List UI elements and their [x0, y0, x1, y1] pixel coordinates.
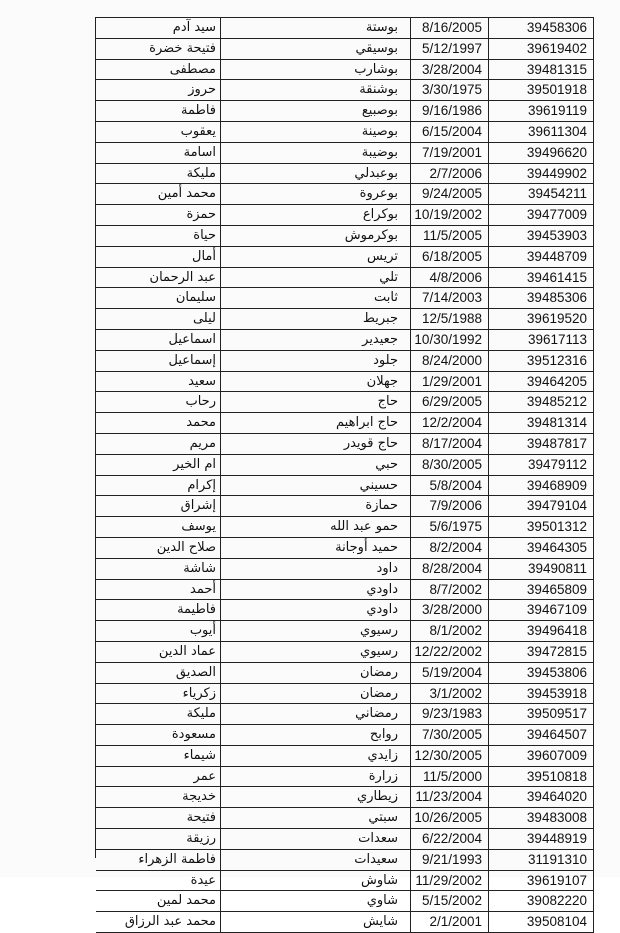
birth-date-cell: 11/5/2000 [411, 767, 489, 787]
id-number-cell: 39611304 [489, 122, 594, 142]
table-row [96, 642, 594, 663]
table-row [96, 600, 594, 621]
id-number-cell: 39619119 [489, 101, 594, 121]
first-name-cell: مصطفى [96, 60, 221, 80]
family-name-cell: تريس [221, 247, 411, 267]
first-name-cell: فتيحة [96, 808, 221, 828]
first-name-cell: أمال [96, 247, 221, 267]
family-name-cell: جهلان [221, 372, 411, 392]
id-number-cell: 39448919 [489, 829, 594, 849]
id-number-cell: 39501312 [489, 517, 594, 537]
id-number-cell: 31191310 [489, 850, 594, 870]
id-number-cell: 39483008 [489, 808, 594, 828]
first-name-cell: إشراق [96, 496, 221, 516]
first-name-cell: فتيحة خضرة [96, 39, 221, 59]
id-number-cell: 39461415 [489, 268, 594, 288]
family-name-cell: رسيوي [221, 642, 411, 662]
table-row [96, 871, 594, 892]
table-row [96, 850, 594, 871]
table-row [96, 164, 594, 185]
table-row [96, 725, 594, 746]
first-name-cell: عبد الرحمان [96, 268, 221, 288]
id-number-cell: 39617113 [489, 330, 594, 350]
birth-date-cell: 5/15/2002 [411, 891, 489, 911]
table-row [96, 288, 594, 309]
birth-date-cell: 3/28/2000 [411, 600, 489, 620]
table-row [96, 101, 594, 122]
family-name-cell: بوشارب [221, 60, 411, 80]
birth-date-cell: 8/2/2004 [411, 538, 489, 558]
family-name-cell: ثابت [221, 288, 411, 308]
birth-date-cell: 12/22/2002 [411, 642, 489, 662]
family-name-cell: حبي [221, 455, 411, 475]
birth-date-cell: 5/19/2004 [411, 663, 489, 683]
id-number-cell: 39467109 [489, 600, 594, 620]
birth-date-cell: 11/23/2004 [411, 787, 489, 807]
id-number-cell: 39464020 [489, 787, 594, 807]
birth-date-cell: 5/8/2004 [411, 476, 489, 496]
birth-date-cell: 6/18/2005 [411, 247, 489, 267]
id-number-cell: 39479112 [489, 455, 594, 475]
birth-date-cell: 1/29/2001 [411, 372, 489, 392]
table-row [96, 704, 594, 725]
birth-date-cell: 10/19/2002 [411, 205, 489, 225]
family-name-cell: بوعبدلي [221, 164, 411, 184]
id-number-cell: 39508104 [489, 912, 594, 932]
family-name-cell: روابح [221, 725, 411, 745]
birth-date-cell: 8/16/2005 [411, 18, 489, 38]
first-name-cell: فاطمة الزهراء [96, 850, 221, 870]
first-name-cell: رحاب [96, 392, 221, 412]
table-row [96, 538, 594, 559]
id-number-cell: 39454211 [489, 184, 594, 204]
first-name-cell: محمد [96, 413, 221, 433]
id-number-cell: 39453918 [489, 684, 594, 704]
table-row [96, 891, 594, 912]
first-name-cell: أحمد [96, 580, 221, 600]
birth-date-cell: 3/30/1975 [411, 80, 489, 100]
id-number-cell: 39485212 [489, 392, 594, 412]
family-name-cell: رمضاني [221, 704, 411, 724]
first-name-cell: شاشة [96, 559, 221, 579]
birth-date-cell: 7/19/2001 [411, 143, 489, 163]
table-row [96, 39, 594, 60]
family-name-cell: شاوي [221, 891, 411, 911]
birth-date-cell: 9/24/2005 [411, 184, 489, 204]
family-name-cell: بوشنقة [221, 80, 411, 100]
family-name-cell: بوستة [221, 18, 411, 38]
first-name-cell: حمزة [96, 205, 221, 225]
birth-date-cell: 9/23/1983 [411, 704, 489, 724]
first-name-cell: محمد لمين [96, 891, 221, 911]
table-row [96, 912, 594, 933]
table-row [96, 143, 594, 164]
id-number-cell: 39465809 [489, 580, 594, 600]
birth-date-cell: 8/28/2004 [411, 559, 489, 579]
table-row [96, 808, 594, 829]
first-name-cell: مريم [96, 434, 221, 454]
family-name-cell: بوصينة [221, 122, 411, 142]
family-name-cell: شايش [221, 912, 411, 932]
first-name-cell: عماد الدين [96, 642, 221, 662]
birth-date-cell: 6/22/2004 [411, 829, 489, 849]
family-name-cell: داودي [221, 600, 411, 620]
id-number-cell: 39490811 [489, 559, 594, 579]
id-number-cell: 39619520 [489, 309, 594, 329]
first-name-cell: ليلى [96, 309, 221, 329]
birth-date-cell: 12/2/2004 [411, 413, 489, 433]
table-row [96, 80, 594, 101]
first-name-cell: أيوب [96, 621, 221, 641]
first-name-cell: حياة [96, 226, 221, 246]
first-name-cell: يوسف [96, 517, 221, 537]
birth-date-cell: 9/16/1986 [411, 101, 489, 121]
family-name-cell: بوكراع [221, 205, 411, 225]
family-name-cell: سعدات [221, 829, 411, 849]
first-name-cell: ام الخير [96, 455, 221, 475]
first-name-cell: شيماء [96, 746, 221, 766]
family-name-cell: داود [221, 559, 411, 579]
table-row [96, 247, 594, 268]
family-name-cell: جعيدير [221, 330, 411, 350]
table-row [96, 767, 594, 788]
first-name-cell: محمد عبد الرزاق [96, 912, 221, 932]
table-row [96, 787, 594, 808]
family-name-cell: حاج قويدر [221, 434, 411, 454]
table-row [96, 455, 594, 476]
birth-date-cell: 6/15/2004 [411, 122, 489, 142]
family-name-cell: رمضان [221, 663, 411, 683]
id-number-cell: 39477009 [489, 205, 594, 225]
table-row [96, 18, 594, 39]
birth-date-cell: 7/9/2006 [411, 496, 489, 516]
first-name-cell: اسامة [96, 143, 221, 163]
first-name-cell: فاطمة [96, 101, 221, 121]
family-name-cell: بوصبيع [221, 101, 411, 121]
family-name-cell: حاج [221, 392, 411, 412]
id-number-cell: 39501918 [489, 80, 594, 100]
first-name-cell: إسماعيل [96, 351, 221, 371]
birth-date-cell: 12/5/1988 [411, 309, 489, 329]
first-name-cell: فاطيمة [96, 600, 221, 620]
birth-date-cell: 8/24/2000 [411, 351, 489, 371]
table-row [96, 829, 594, 850]
family-name-cell: بوضيبة [221, 143, 411, 163]
first-name-cell: سيد آدم [96, 18, 221, 38]
table-row [96, 684, 594, 705]
birth-date-cell: 7/30/2005 [411, 725, 489, 745]
family-name-cell: بوعروة [221, 184, 411, 204]
table-row [96, 559, 594, 580]
id-number-cell: 39453806 [489, 663, 594, 683]
birth-date-cell: 10/26/2005 [411, 808, 489, 828]
family-name-cell: رمضان [221, 684, 411, 704]
table-row [96, 434, 594, 455]
id-number-cell: 39619107 [489, 871, 594, 891]
first-name-cell: يعقوب [96, 122, 221, 142]
birth-date-cell: 4/8/2006 [411, 268, 489, 288]
birth-date-cell: 9/21/1993 [411, 850, 489, 870]
birth-date-cell: 12/30/2005 [411, 746, 489, 766]
family-name-cell: حاج ابراهيم [221, 413, 411, 433]
birth-date-cell: 11/29/2002 [411, 871, 489, 891]
first-name-cell: صلاح الدين [96, 538, 221, 558]
family-name-cell: تلي [221, 268, 411, 288]
table-row [96, 413, 594, 434]
table-row [96, 60, 594, 81]
family-name-cell: جلود [221, 351, 411, 371]
table-row [96, 184, 594, 205]
id-number-cell: 39464205 [489, 372, 594, 392]
table-row [96, 372, 594, 393]
table-row [96, 392, 594, 413]
family-name-cell: سعيدات [221, 850, 411, 870]
id-number-cell: 39512316 [489, 351, 594, 371]
id-number-cell: 39509517 [489, 704, 594, 724]
first-name-cell: مسعودة [96, 725, 221, 745]
family-name-cell: سبتي [221, 808, 411, 828]
table-row [96, 663, 594, 684]
id-number-cell: 39453903 [489, 226, 594, 246]
first-name-cell: محمد أمين [96, 184, 221, 204]
table-row [96, 330, 594, 351]
table-row [96, 746, 594, 767]
table-row [96, 122, 594, 143]
table-row [96, 226, 594, 247]
birth-date-cell: 10/30/1992 [411, 330, 489, 350]
birth-date-cell: 5/12/1997 [411, 39, 489, 59]
id-number-cell: 39481314 [489, 413, 594, 433]
table-row [96, 205, 594, 226]
id-number-cell: 39496418 [489, 621, 594, 641]
id-number-cell: 39619402 [489, 39, 594, 59]
first-name-cell: إكرام [96, 476, 221, 496]
id-number-cell: 39496620 [489, 143, 594, 163]
id-number-cell: 39464305 [489, 538, 594, 558]
id-number-cell: 39464507 [489, 725, 594, 745]
birth-date-cell: 3/28/2004 [411, 60, 489, 80]
table-row [96, 309, 594, 330]
family-name-cell: حمازة [221, 496, 411, 516]
id-number-cell: 39479104 [489, 496, 594, 516]
id-number-cell: 39468909 [489, 476, 594, 496]
birth-date-cell: 11/5/2005 [411, 226, 489, 246]
first-name-cell: سعيد [96, 372, 221, 392]
id-number-cell: 39458306 [489, 18, 594, 38]
birth-date-cell: 2/7/2006 [411, 164, 489, 184]
id-number-cell: 39449902 [489, 164, 594, 184]
table-row [96, 496, 594, 517]
id-number-cell: 39487817 [489, 434, 594, 454]
family-name-cell: شاوش [221, 871, 411, 891]
family-name-cell: بوسيقي [221, 39, 411, 59]
student-table [95, 17, 594, 930]
first-name-cell: عيدة [96, 871, 221, 891]
first-name-cell: مليكة [96, 704, 221, 724]
first-name-cell: الصديق [96, 663, 221, 683]
family-name-cell: زرارة [221, 767, 411, 787]
first-name-cell: خديجة [96, 787, 221, 807]
family-name-cell: حسيني [221, 476, 411, 496]
id-number-cell: 39082220 [489, 891, 594, 911]
family-name-cell: زايدي [221, 746, 411, 766]
birth-date-cell: 8/30/2005 [411, 455, 489, 475]
table-row [96, 517, 594, 538]
first-name-cell: سليمان [96, 288, 221, 308]
id-number-cell: 39607009 [489, 746, 594, 766]
first-name-cell: زكرياء [96, 684, 221, 704]
birth-date-cell: 5/6/1975 [411, 517, 489, 537]
birth-date-cell: 8/17/2004 [411, 434, 489, 454]
first-name-cell: مليكة [96, 164, 221, 184]
id-number-cell: 39472815 [489, 642, 594, 662]
family-name-cell: جبريط [221, 309, 411, 329]
first-name-cell: عمر [96, 767, 221, 787]
id-number-cell: 39448709 [489, 247, 594, 267]
id-number-cell: 39510818 [489, 767, 594, 787]
table-row [96, 268, 594, 289]
birth-date-cell: 8/7/2002 [411, 580, 489, 600]
first-name-cell: حروز [96, 80, 221, 100]
birth-date-cell: 3/1/2002 [411, 684, 489, 704]
table-row [96, 621, 594, 642]
table-row [96, 580, 594, 601]
id-number-cell: 39485306 [489, 288, 594, 308]
table-row [96, 351, 594, 372]
family-name-cell: حمو عبد الله [221, 517, 411, 537]
family-name-cell: داودي [221, 580, 411, 600]
first-name-cell: رزيقة [96, 829, 221, 849]
birth-date-cell: 8/1/2002 [411, 621, 489, 641]
birth-date-cell: 2/1/2001 [411, 912, 489, 932]
table-row [96, 476, 594, 497]
family-name-cell: زيطاري [221, 787, 411, 807]
family-name-cell: رسيوي [221, 621, 411, 641]
id-number-cell: 39481315 [489, 60, 594, 80]
birth-date-cell: 6/29/2005 [411, 392, 489, 412]
first-name-cell: اسماعيل [96, 330, 221, 350]
family-name-cell: بوكرموش [221, 226, 411, 246]
family-name-cell: حميد أوجانة [221, 538, 411, 558]
birth-date-cell: 7/14/2003 [411, 288, 489, 308]
